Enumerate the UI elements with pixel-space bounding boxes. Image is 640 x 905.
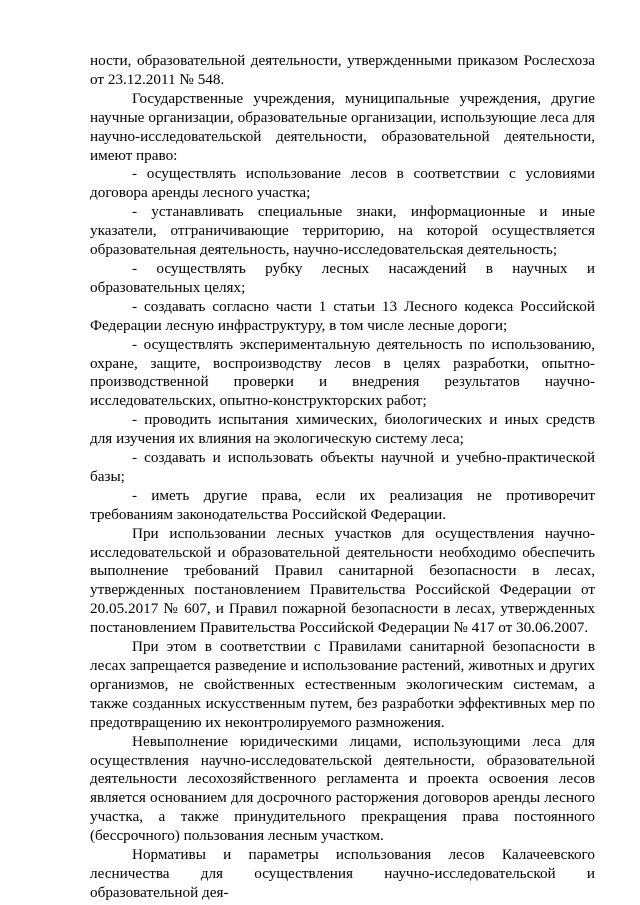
paragraph: Невыполнение юридическими лицами, использующими леса для осуществления научно-исследовательской деятельности, образовательной деятельности лесохозяйственного регламента и проекта освоения лесов является основанием для досрочного расторжения договоров аренды лесного участка, а также принудительного прекращения права постоянного (бессрочного) пользования лесным участком. [90, 732, 595, 845]
list-item: - создавать согласно части 1 статьи 13 Лесного кодекса Российской Федерации лесную инфраструктуру, в том числе лесные дороги; [90, 297, 595, 334]
list-item: - устанавливать специальные знаки, информационные и иные указатели, отграничивающие территорию, на которой осуществляется образовательная деятельность, научно-исследовательская деятельность; [90, 203, 595, 259]
paragraph: При использовании лесных участков для осуществления научно-исследовательской и образовательной деятельности необходимо обеспечить выполнение требований Правил санитарной безопасности в лесах, утвержденных постановлением Правительства Российской Федерации от 20.05.2017 № 607, и Правил пожарной безопасности в лесах, утвержденных постановлением Правительства Российской Федерации № 417 от 30.06.2007. [90, 524, 595, 637]
list-item: - проводить испытания химических, биологических и иных средств для изучения их влияния на экологическую систему леса; [90, 411, 595, 448]
list-item: - осуществлять экспериментальную деятельность по использованию, охране, защите, воспроизводству лесов в целях разработки, опытно-производственной проверки и внедрения результатов научно-исследовательских, опытно-конструкторских работ; [90, 335, 595, 410]
list-item: - осуществлять рубку лесных насаждений в научных и образовательных целях; [90, 259, 595, 296]
list-item: - осуществлять использование лесов в соответствии с условиями договора аренды лесного участка; [90, 165, 595, 202]
paragraph: При этом в соответствии с Правилами санитарной безопасности в лесах запрещается разведение и использование растений, животных и других организмов, не свойственных естественным экологическим системам, а также созданных искусственным путем, без разработки эффективных мер по предотвращению их неконтролируемого размножения. [90, 638, 595, 731]
document-page [90, 52, 595, 903]
list-item: - создавать и использовать объекты научной и учебно-практической базы; [90, 449, 595, 485]
paragraph: Нормативы и параметры использования лесов Калачеевского лесничества для осуществления научно-исследовательской и образовательной дея- [90, 846, 595, 901]
paragraph: ности, образовательной деятельности, утвержденными приказом Рослесхоза от 23.12.2011 № 548. [90, 52, 595, 88]
list-item: - иметь другие права, если их реализация не противоречит требованиям законодательства Российской Федерации. [90, 486, 595, 523]
paragraph: Государственные учреждения, муниципальные учреждения, другие научные организации, образовательные организации, использующие леса для научно-исследовательской деятельности, образовательной деятельности, имеют право: [90, 89, 595, 164]
